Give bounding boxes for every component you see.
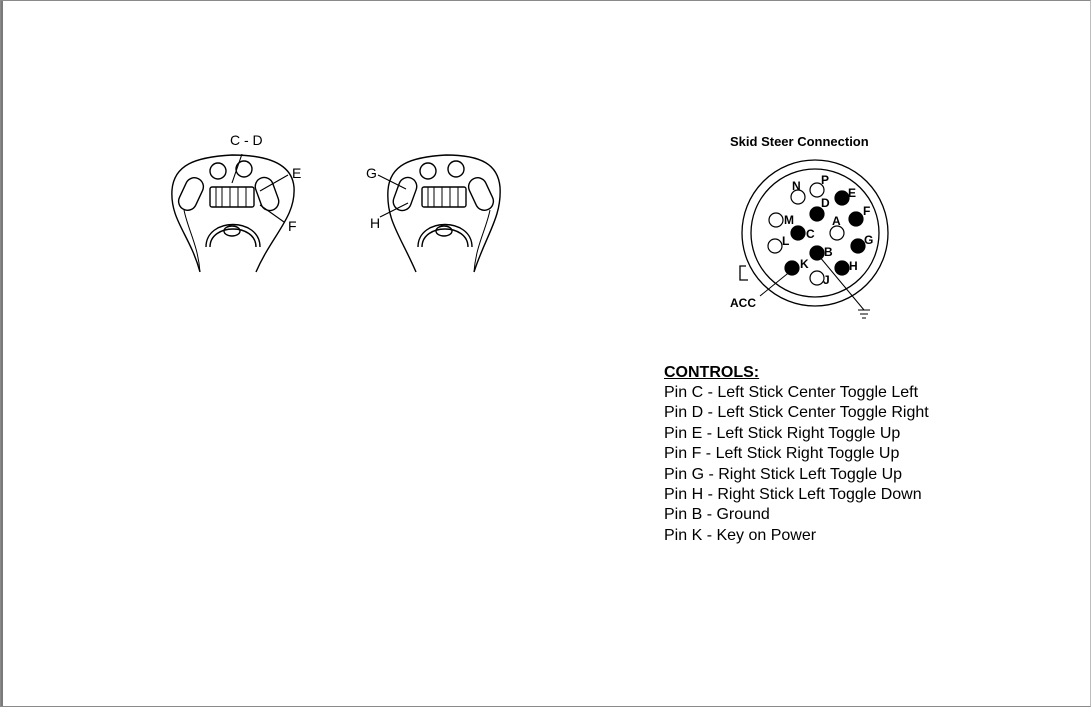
pin-j [810, 271, 824, 285]
control-item-pin-c: Pin C - Left Stick Center Toggle Left [664, 384, 919, 401]
label-acc: ACC [730, 296, 756, 310]
pin-label-d: D [821, 196, 830, 210]
connector-pins [768, 173, 873, 287]
pin-label-g: G [864, 233, 874, 247]
pin-label-f: F [863, 204, 871, 218]
pin-label-b: B [824, 245, 833, 259]
pin-label-a: A [832, 214, 841, 228]
skid-steer-connector-diagram [720, 128, 910, 328]
pin-label-k: K [800, 257, 809, 271]
left-joystick-diagram [160, 125, 320, 280]
control-item-pin-k: Pin K - Key on Power [664, 526, 817, 544]
pin-c [791, 226, 805, 240]
control-item-pin-d: Pin D - Left Stick Center Toggle Right [664, 404, 929, 422]
control-item-pin-g: Pin G - Right Stick Left Toggle Up [664, 465, 903, 483]
pin-g [851, 239, 865, 253]
controls-section [664, 363, 929, 546]
pin-label-c: C [806, 227, 815, 241]
left-joystick-body [172, 155, 294, 272]
pin-label-j: J [823, 273, 830, 287]
pin-k [785, 261, 799, 275]
pin-label-l: L [782, 234, 790, 248]
control-item-pin-b: Pin B - Ground [664, 506, 770, 524]
pin-label-m: M [784, 213, 794, 227]
pin-label-e: E [848, 186, 857, 200]
control-item-pin-f: Pin F - Left Stick Right Toggle Up [664, 445, 900, 463]
control-item-pin-h: Pin H - Right Stick Left Toggle Down [664, 486, 922, 504]
label-g: G [366, 165, 377, 181]
pin-label-p: P [821, 173, 830, 187]
label-e: E [292, 165, 302, 181]
label-f: F [288, 218, 297, 234]
pin-b [810, 246, 824, 260]
control-item-pin-e: Pin E - Left Stick Right Toggle Up [664, 424, 901, 442]
pin-l [768, 239, 782, 253]
right-joystick-diagram [360, 125, 520, 280]
label-c-d: C - D [230, 132, 263, 148]
pin-a [830, 226, 844, 240]
connector-title: Skid Steer Connection [730, 134, 869, 149]
pin-label-h: H [849, 259, 858, 273]
label-h: H [370, 215, 381, 231]
controls-list [664, 383, 929, 546]
pin-label-n: N [792, 179, 801, 193]
controls-title: CONTROLS: [664, 364, 760, 381]
pin-h [835, 261, 849, 275]
pin-m [769, 213, 783, 227]
pin-e [835, 191, 849, 205]
right-joystick-body [388, 155, 500, 272]
pin-f [849, 212, 863, 226]
